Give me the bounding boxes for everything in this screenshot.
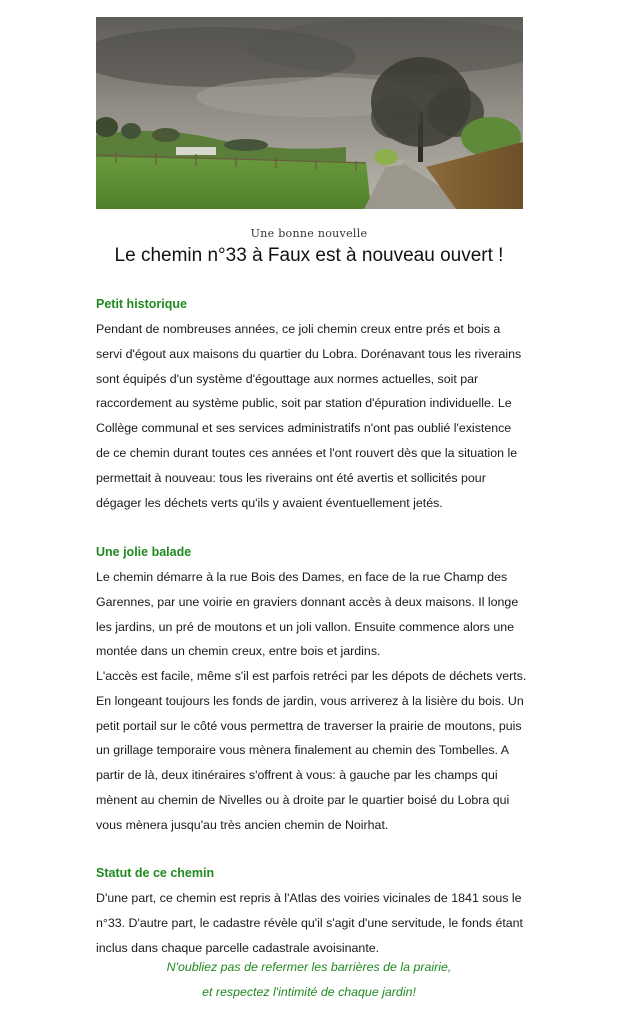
section-heading-statut: Statut de ce chemin [96, 866, 215, 880]
landscape-illustration [96, 17, 523, 209]
section-heading-historique: Petit historique [96, 297, 187, 311]
section-paragraph-balade-1: Le chemin démarre à la rue Bois des Dames, en face de la rue Champ des Garennes, par une voirie en graviers donnant accès à deux maisons. Il longe les jardins, un pré de moutons et un joli vallon. Ensuite commence alors une montée dans un chemin creux, entre bois et jardins. [96, 570, 519, 659]
section-paragraph-statut: D'une part, ce chemin est repris à l'Atlas des voiries vicinales de 1841 sous le n°33. D'autre part, le cadastre révèle qu'il s'agit d'une servitude, le fonds étant inclus dans chaque parcelle cadastrale avoisinante. [96, 891, 523, 955]
article-kicker: Une bonne nouvelle [250, 227, 368, 240]
article-title: Le chemin n°33 à Faux est à nouveau ouvert ! [114, 245, 504, 266]
section-heading-balade: Une jolie balade [96, 545, 192, 559]
section-paragraph-historique: Pendant de nombreuses années, ce joli chemin creux entre prés et bois a servi d'égout aux maisons du quartier du Lobra. Dorénavant tous les riverains sont équipés d'un système d'égouttage aux normes actuelles, soit par raccordement au système public, soit par station d'épuration individuelle. Le Collège communal et ses services administratifs n'ont pas oublié l'existence de ce chemin durant toutes ces années et l'ont rouvert dès que la situation le permettait à nouveau: tous les riverains ont été avertis et sollicités pour dégager les déchets verts qu'ils y avaient éventuellement jetés. [96, 322, 522, 510]
section-paragraph-balade-2: L'accès est facile, même s'il est parfois retréci par les dépots de déchets verts. En longeant toujours les fonds de jardin, vous arriverez à la lisière du bois. Un petit portail sur le côté vous permettra de traverser la prairie de moutons, puis un grillage temporaire vous mènera finalement au chemin des Tombelles. A partir de là, deux itinéraires s'offrent à vous: à gauche par les champs qui mènent au chemin de Nivelles ou à droite par le quartier boisé du Lobra qui vous mènera jusqu'au très ancien chemin de Noirhat. [96, 669, 527, 832]
meadow [96, 157, 371, 209]
closing-note-line-1: N'oubliez pas de refermer les barrières de la prairie, [166, 960, 452, 974]
closing-note-line-2: et respectez l'intimité de chaque jardin! [202, 985, 416, 999]
distant-house [176, 147, 216, 155]
shrub [374, 149, 398, 165]
hero-photo [96, 17, 523, 209]
